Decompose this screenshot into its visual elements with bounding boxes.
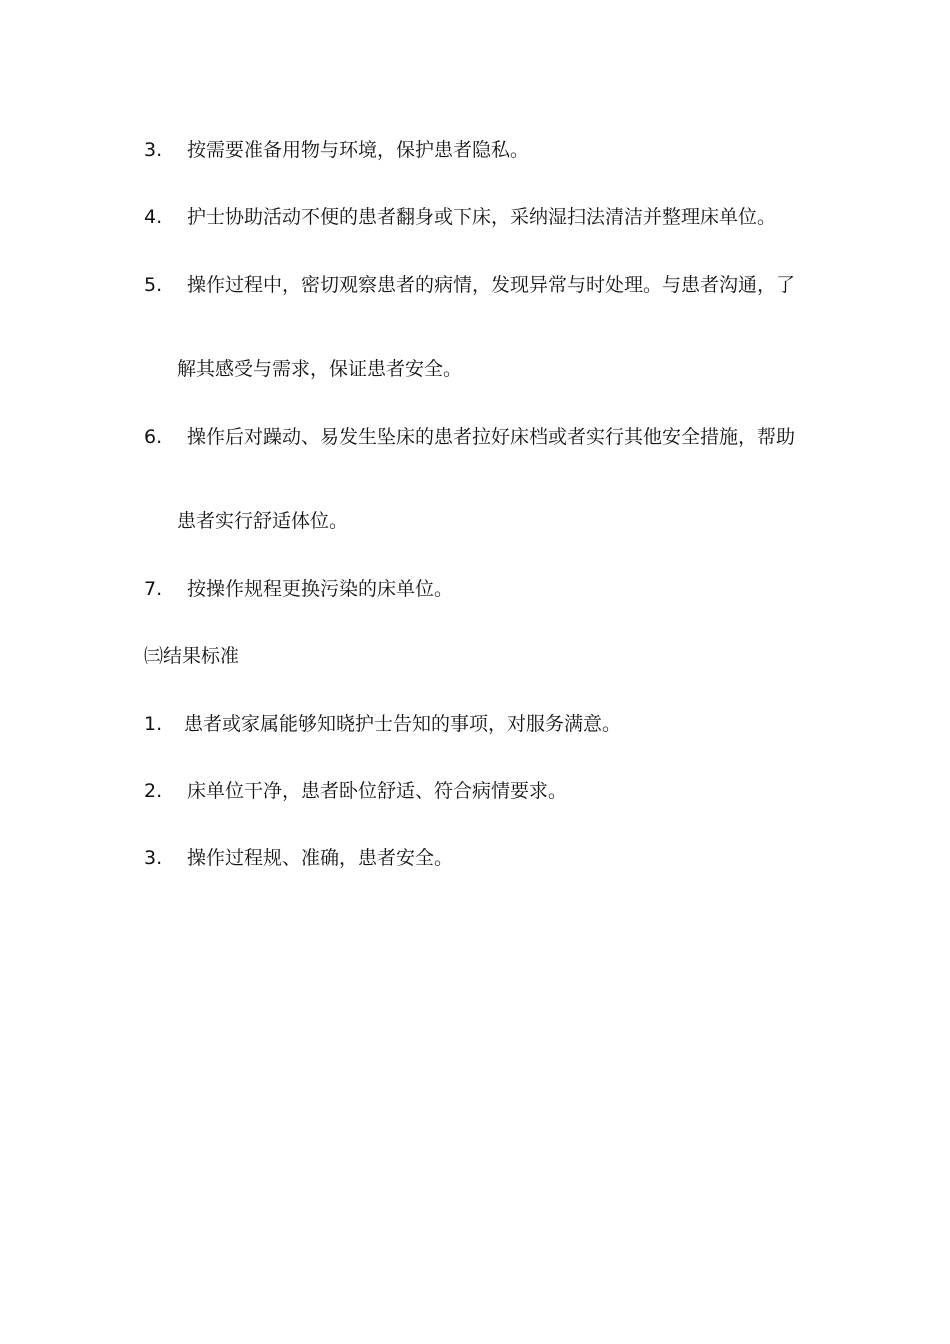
list-item-number: 4. bbox=[144, 206, 163, 228]
list-item-number: 7. bbox=[144, 578, 163, 600]
section-heading: ㈢结果标准 bbox=[144, 645, 240, 667]
list-item-text: 护士协助活动不便的患者翻身或下床，采纳湿扫法清洁并整理床单位。 bbox=[187, 206, 777, 228]
list-item-text: 按需要准备用物与环境，保护患者隐私。 bbox=[187, 139, 530, 161]
list-item-number: 5. bbox=[144, 274, 163, 296]
list-item-text: 按操作规程更换污染的床单位。 bbox=[187, 578, 454, 600]
list-item-number: 3. bbox=[144, 139, 163, 161]
list-item-text: 床单位干净，患者卧位舒适、符合病情要求。 bbox=[187, 780, 568, 802]
list-item-text: 操作后对躁动、易发生坠床的患者拉好床档或者实行其他安全措施，帮助 bbox=[187, 426, 796, 448]
list-item-text-continued: 解其感受与需求，保证患者安全。 bbox=[177, 358, 463, 380]
list-item-number: 1. bbox=[144, 713, 163, 735]
list-item-number: 3. bbox=[144, 847, 163, 869]
list-item-text: 操作过程中，密切观察患者的病情，发现异常与时处理。与患者沟通，了 bbox=[187, 274, 796, 296]
list-item-text: 操作过程规、准确，患者安全。 bbox=[187, 847, 454, 869]
list-item-text: 患者或家属能够知晓护士告知的事项，对服务满意。 bbox=[184, 713, 622, 735]
list-item-text-continued: 患者实行舒适体位。 bbox=[177, 510, 349, 532]
list-item-number: 2. bbox=[144, 780, 163, 802]
list-item-number: 6. bbox=[144, 426, 163, 448]
